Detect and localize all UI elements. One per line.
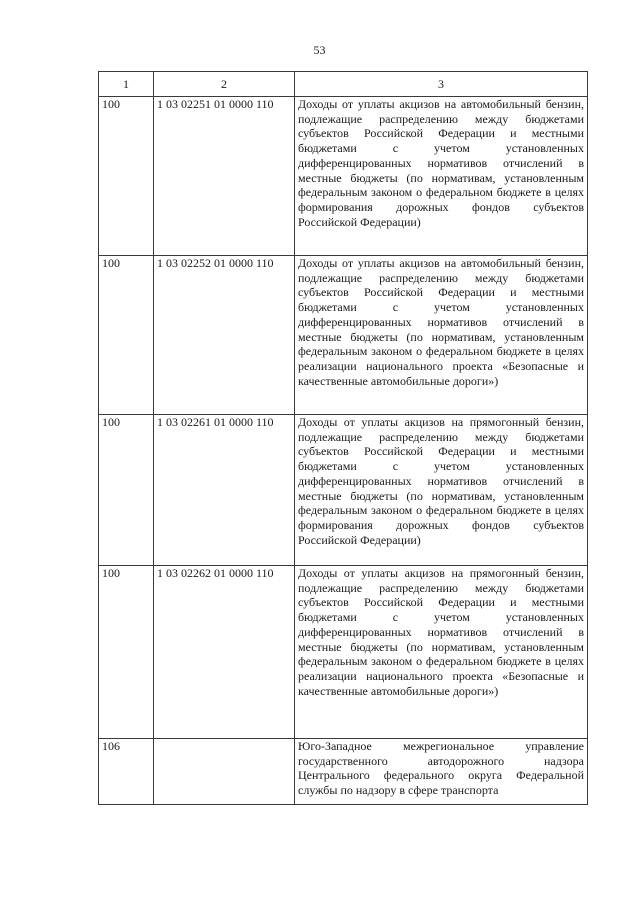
description-cell: Доходы от уплаты акцизов на прямогонный бензин, подлежащие распределению между бюджетами субъектов Российской Федерации и местными бюджетами с учетом установленных дифференцированных нормативов отчислений в местные бюджеты (по нормативам, установленным федеральным законом о федеральном бюджете в целях формирования дорожных фондов субъектов Российской Федерации) bbox=[295, 415, 588, 566]
revenue-code-cell bbox=[154, 739, 295, 805]
admin-code-cell: 100 bbox=[99, 97, 154, 256]
revenue-code-cell: 1 03 02261 01 0000 110 bbox=[154, 415, 295, 566]
header-col-1: 1 bbox=[99, 72, 154, 97]
table-row bbox=[99, 256, 588, 415]
admin-code-cell: 100 bbox=[99, 256, 154, 415]
revenue-code-cell: 1 03 02262 01 0000 110 bbox=[154, 566, 295, 739]
table-row bbox=[99, 415, 588, 566]
admin-code-cell: 106 bbox=[99, 739, 154, 805]
table-row bbox=[99, 97, 588, 256]
header-col-3: 3 bbox=[295, 72, 588, 97]
header-col-2: 2 bbox=[154, 72, 295, 97]
header-row bbox=[99, 72, 588, 97]
table-row bbox=[99, 739, 588, 805]
description-cell: Доходы от уплаты акцизов на автомобильный бензин, подлежащие распределению между бюджетами субъектов Российской Федерации и местными бюджетами с учетом установленных дифференцированных нормативов отчислений в местные бюджеты (по нормативам, установленным федеральным законом о федеральном бюджете в целях реализации национального проекта «Безопасные и качественные автомобильные дороги») bbox=[295, 256, 588, 415]
admin-code-cell: 100 bbox=[99, 415, 154, 566]
revenue-code-cell: 1 03 02252 01 0000 110 bbox=[154, 256, 295, 415]
description-cell: Доходы от уплаты акцизов на прямогонный бензин, подлежащие распределению между бюджетами субъектов Российской Федерации и местными бюджетами с учетом установленных дифференцированных нормативов отчислений в местные бюджеты (по нормативам, установленным федеральным законом о федеральном бюджете в целях реализации национального проекта «Безопасные и качественные автомобильные дороги») bbox=[295, 566, 588, 739]
description-cell: Юго-Западное межрегиональное управление государственного автодорожного надзора Центрального федерального округа Федеральной службы по надзору в сфере транспорта bbox=[295, 739, 588, 805]
revenue-code-cell: 1 03 02251 01 0000 110 bbox=[154, 97, 295, 256]
table-header bbox=[99, 72, 588, 97]
description-cell: Доходы от уплаты акцизов на автомобильный бензин, подлежащие распределению между бюджетами субъектов Российской Федерации и местными бюджетами с учетом установленных дифференцированных нормативов отчислений в местные бюджеты (по нормативам, установленным федеральным законом о федеральном бюджете в целях формирования дорожных фондов субъектов Российской Федерации) bbox=[295, 97, 588, 256]
table-row bbox=[99, 566, 588, 739]
table-body bbox=[99, 97, 588, 805]
admin-code-cell: 100 bbox=[99, 566, 154, 739]
page-number: 53 bbox=[313, 43, 326, 57]
revenue-codes-table bbox=[98, 71, 588, 805]
